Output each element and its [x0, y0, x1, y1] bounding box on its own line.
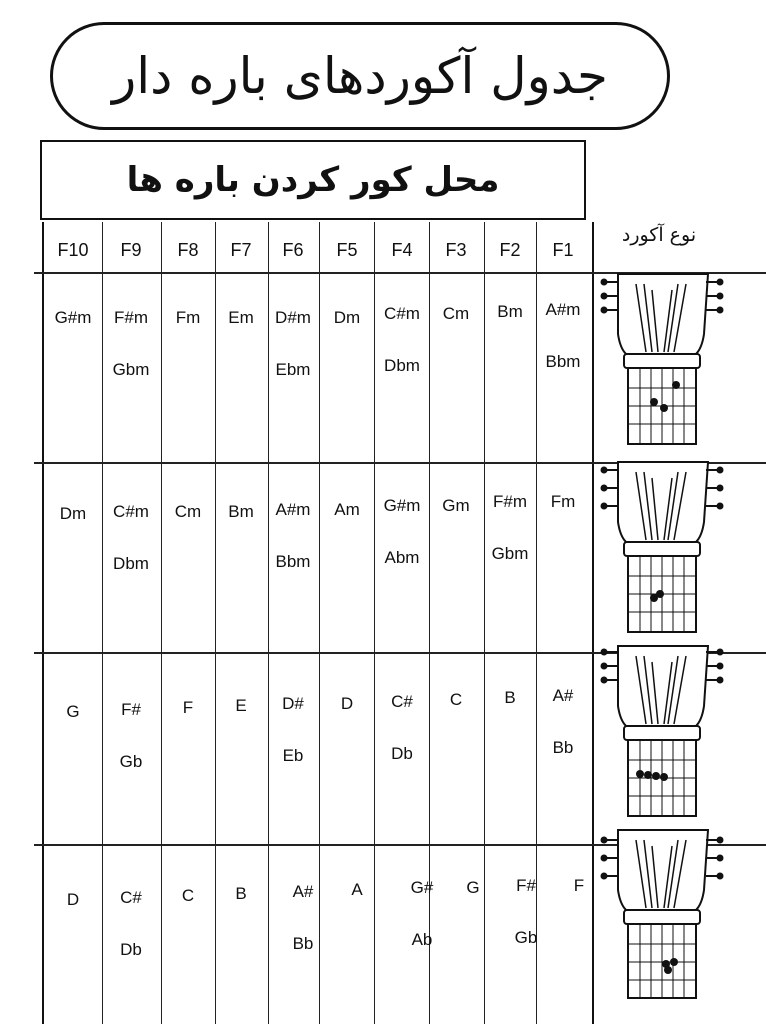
chord-cell: Fm — [550, 492, 576, 511]
chord-cell: Fm — [175, 308, 201, 327]
chord-cell: B — [235, 884, 247, 903]
chord-cell: D# Eb — [282, 694, 304, 766]
chord-cell: Gm — [442, 496, 470, 515]
chord-cell: A# Bb — [292, 882, 314, 954]
minor-barre-chord-diagram-icon — [596, 458, 726, 634]
fret-header: F8 — [177, 240, 199, 260]
chord-cell: Bm — [497, 302, 523, 321]
chord-cell: Dm — [333, 308, 361, 327]
fret-header: F9 — [120, 240, 142, 260]
chord-type-header: نوع آکورد — [621, 224, 697, 246]
chord-cell: C — [181, 886, 195, 905]
chord-cell: D — [66, 890, 80, 909]
fret-header: F3 — [445, 240, 467, 260]
chord-cell: F# Gb — [514, 876, 538, 948]
fret-header: F1 — [552, 240, 574, 260]
fret-header: F4 — [391, 240, 413, 260]
chord-cell: A — [351, 880, 363, 899]
chord-cell: Dm — [59, 504, 87, 523]
fret-header: F5 — [336, 240, 358, 260]
chord-cell: Cm — [174, 502, 202, 521]
fret-header: F10 — [57, 240, 89, 260]
chord-cell: G — [466, 878, 480, 897]
page-subtitle: محل کور کردن باره ها — [126, 160, 500, 200]
minor-barre-chord-diagram-icon — [596, 270, 726, 446]
chord-cell: Cm — [442, 304, 470, 323]
chord-cell: A#m Bbm — [275, 500, 311, 572]
chord-cell: Em — [228, 308, 254, 327]
chord-table — [42, 222, 594, 1024]
chord-cell: B — [504, 688, 516, 707]
chord-cell: E — [235, 696, 247, 715]
chord-cell: C#m Dbm — [113, 502, 149, 574]
chord-cell: G — [66, 702, 80, 721]
chord-cell: C# Db — [120, 888, 142, 960]
subtitle-banner — [40, 140, 586, 220]
fret-header: F6 — [282, 240, 304, 260]
chord-cell: F# Gb — [119, 700, 143, 772]
major-barre-chord-diagram-icon — [596, 642, 726, 818]
chord-cell: C — [449, 690, 463, 709]
chord-cell: C# Db — [391, 692, 413, 764]
title-banner — [50, 22, 670, 130]
chord-cell: F — [182, 698, 194, 717]
fret-header: F2 — [499, 240, 521, 260]
major-barre-chord-diagram-icon — [596, 826, 726, 1002]
chord-cell: A# Bb — [552, 686, 574, 758]
fret-header: F7 — [230, 240, 252, 260]
chord-cell: G# Ab — [410, 878, 434, 950]
chord-cell: D#m Ebm — [275, 308, 311, 380]
chord-cell: F#m Gbm — [491, 492, 529, 564]
chord-cell: F — [573, 876, 585, 895]
page-title: جدول آکوردهای باره دار — [112, 47, 608, 105]
chord-cell: G#m Abm — [383, 496, 421, 568]
chord-cell: A#m Bbm — [545, 300, 581, 372]
chord-cell: G#m — [54, 308, 92, 327]
chord-cell: D — [340, 694, 354, 713]
column-divider — [102, 222, 103, 1024]
chord-cell: Bm — [228, 502, 254, 521]
chord-cell: C#m Dbm — [384, 304, 420, 376]
chord-cell: Am — [334, 500, 360, 519]
chord-cell: F#m Gbm — [112, 308, 150, 380]
